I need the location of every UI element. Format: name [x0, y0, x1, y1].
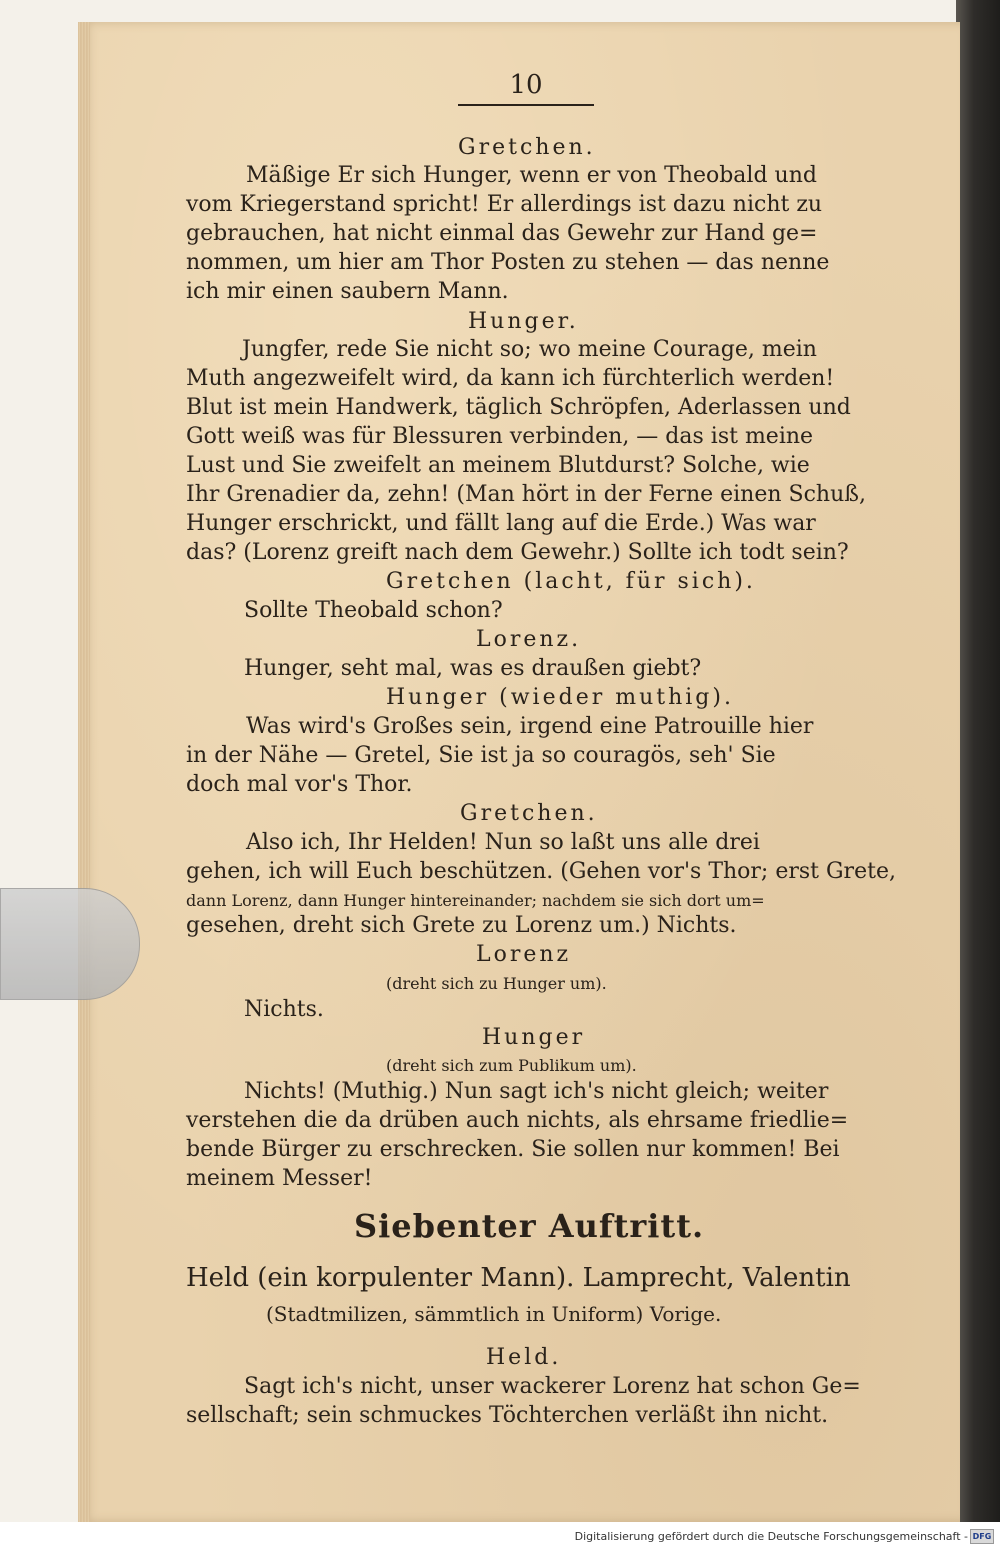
text-line: ich mir einen saubern Mann.: [186, 279, 509, 304]
text-line: gehen, ich will Euch beschützen. (Gehen vor's Thor; erst Grete,: [186, 859, 896, 884]
scene-heading: Siebenter Auftritt.: [354, 1207, 705, 1245]
stage-direction-line: (dreht sich zu Hunger um).: [386, 974, 607, 993]
text-line: Jungfer, rede Sie nicht so; wo meine Courage, mein: [242, 337, 817, 362]
text-line: Nichts! (Muthig.) Nun sagt ich's nicht gleich; weiter: [244, 1079, 829, 1104]
page-stack-edge: [78, 22, 90, 1522]
dfg-logo-icon: DFG: [970, 1529, 994, 1544]
text-line: Blut ist mein Handwerk, täglich Schröpfen, Aderlassen und: [186, 395, 851, 420]
book-spine-edge: [956, 0, 1000, 1522]
text-line: verstehen die da drüben auch nichts, als ehrsame friedlie=: [186, 1108, 849, 1133]
speaker-line: Hunger (wieder muthig).: [386, 685, 734, 710]
speaker-line: Gretchen.: [458, 135, 596, 160]
text-line: Muth angezweifelt wird, da kann ich fürchterlich werden!: [186, 366, 835, 391]
text-line: in der Nähe — Gretel, Sie ist ja so couragös, seh' Sie: [186, 743, 776, 768]
text-line: das? (Lorenz greift nach dem Gewehr.) Sollte ich todt sein?: [186, 540, 849, 565]
text-line: Hunger erschrickt, und fällt lang auf die Erde.) Was war: [186, 511, 816, 536]
text-line: gesehen, dreht sich Grete zu Lorenz um.) Nichts.: [186, 913, 737, 938]
text-line: Sagt ich's nicht, unser wackerer Lorenz hat schon Ge=: [244, 1374, 861, 1399]
speaker-line: Hunger.: [468, 309, 579, 334]
text-line: Mäßige Er sich Hunger, wenn er von Theobald und: [246, 163, 817, 188]
text-line: vom Kriegerstand spricht! Er allerdings ist dazu nicht zu: [186, 192, 823, 217]
speaker-line: Lorenz.: [476, 627, 582, 652]
stage-direction-line: dann Lorenz, dann Hunger hintereinander; nachdem sie sich dort um=: [186, 891, 765, 910]
text-line: bende Bürger zu erschrecken. Sie sollen nur kommen! Bei: [186, 1137, 840, 1162]
text-line: Sollte Theobald schon?: [244, 598, 503, 623]
text-line: Nichts.: [244, 997, 324, 1022]
text-line: meinem Messer!: [186, 1166, 373, 1191]
speaker-line: Hunger: [482, 1025, 586, 1050]
text-line: doch mal vor's Thor.: [186, 772, 413, 797]
text-line: nommen, um hier am Thor Posten zu stehen — das nenne: [186, 250, 830, 275]
footer-credit: Digitalisierung gefördert durch die Deutsche Forschungsgemeinschaft -: [574, 1530, 968, 1543]
cast-line: Held (ein korpulenter Mann). Lamprecht, Valentin: [186, 1263, 851, 1293]
page-number: 10: [509, 70, 543, 100]
speaker-line: Held.: [486, 1345, 562, 1370]
cast-line: (Stadtmilizen, sämmtlich in Uniform) Vorige.: [266, 1302, 722, 1326]
text-line: Gott weiß was für Blessuren verbinden, — das ist meine: [186, 424, 814, 449]
text-line: gebrauchen, hat nicht einmal das Gewehr zur Hand ge=: [186, 221, 818, 246]
speaker-line: Lorenz: [476, 942, 572, 967]
page-number-rule: [458, 104, 594, 106]
text-line: Also ich, Ihr Helden! Nun so laßt uns alle drei: [246, 830, 760, 855]
stage-direction-line: (dreht sich zum Publikum um).: [386, 1056, 637, 1075]
text-line: Ihr Grenadier da, zehn! (Man hört in der Ferne einen Schuß,: [186, 482, 866, 507]
scroll-handle[interactable]: [0, 888, 140, 1000]
text-line: sellschaft; sein schmuckes Töchterchen verläßt ihn nicht.: [186, 1403, 829, 1428]
speaker-line: Gretchen.: [460, 801, 598, 826]
speaker-line: Gretchen (lacht, für sich).: [386, 569, 756, 594]
text-line: Was wird's Großes sein, irgend eine Patrouille hier: [246, 714, 814, 739]
text-line: Lust und Sie zweifelt an meinem Blutdurst? Solche, wie: [186, 453, 810, 478]
text-line: Hunger, seht mal, was es draußen giebt?: [244, 656, 702, 681]
